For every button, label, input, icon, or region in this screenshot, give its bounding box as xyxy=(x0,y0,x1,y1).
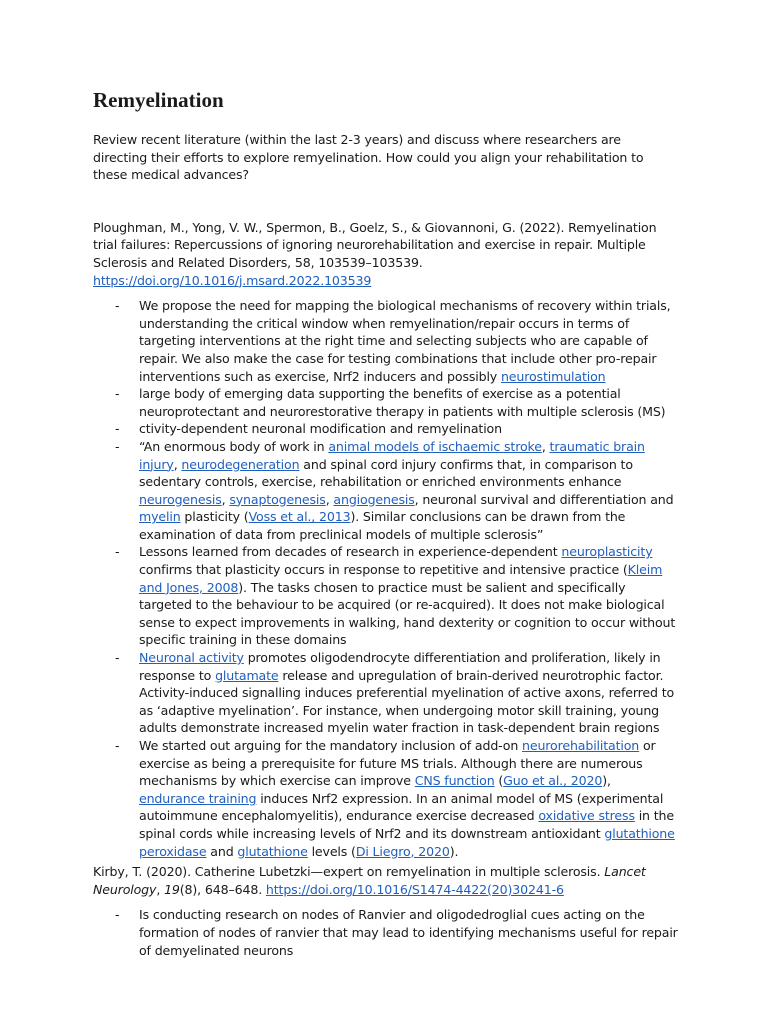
link-neurogenesis[interactable]: neurogenesis xyxy=(139,491,222,507)
reference-text: Ploughman, M., Yong, V. W., Spermon, B., Goelz, S., & Giovannoni, G. (2022). Remyelination trial failures: Repercussions of ignoring neurorehabilitation and exercise in repair. Multiple Sclerosis and Related Disorders, 58, 103539–103539. xyxy=(93,219,657,270)
text: , xyxy=(325,491,334,507)
notes-list-kirby xyxy=(93,906,678,959)
link-glutathione[interactable]: glutathione xyxy=(237,843,308,859)
link-voss-2013[interactable]: Voss et al., 2013 xyxy=(248,509,351,525)
text: confirms that plasticity occurs in response to repetitive and intensive practice ( xyxy=(139,562,628,578)
text: , xyxy=(156,881,165,897)
text: (8), 648–648. xyxy=(179,881,266,897)
link-synaptogenesis[interactable]: synaptogenesis xyxy=(229,491,326,507)
list-item xyxy=(93,649,678,737)
text: ( xyxy=(494,773,504,789)
text: ). The tasks chosen to practice must be salient and specifically targeted to the behaviour to be acquired (or re-acquired). It does not make biological sense to expect improvements in walking, hand dexterity or cognition to occur without specific training in these domains xyxy=(139,579,676,648)
link-glutamate[interactable]: glutamate xyxy=(215,667,279,683)
link-neurorehabilitation[interactable]: neurorehabilitation xyxy=(522,738,640,753)
text: or exercise as being a prerequisite for future MS trials. Although there are numerous mechanisms by which exercise can improve xyxy=(139,738,656,789)
text: Lessons learned from decades of research in experience-dependent xyxy=(139,544,562,560)
list-item xyxy=(93,543,678,649)
reference-ploughman xyxy=(93,219,678,289)
text: We started out arguing for the mandatory inclusion of add-on xyxy=(139,738,523,753)
assignment-prompt: Review recent literature (within the last 2-3 years) and discuss where researchers are directing their efforts to explore remyelination. How could you align your rehabilitation to these medical advances? xyxy=(93,132,644,183)
text: ), xyxy=(602,773,611,789)
text: “An enormous body of work in xyxy=(139,438,329,454)
text: plasticity ( xyxy=(180,509,249,525)
link-endurance-training[interactable]: endurance training xyxy=(139,790,257,806)
text: in the spinal cords while increasing levels of Nrf2 and its downstream antioxidant xyxy=(139,808,674,841)
link-cns-function[interactable]: CNS function xyxy=(414,773,495,789)
text: , neuronal survival and differentiation and xyxy=(414,491,674,507)
text: induces Nrf2 expression. In an animal model of MS (experimental autoimmune encephalomyelitis), endurance exercise decreased xyxy=(139,790,664,824)
link-angiogenesis[interactable]: angiogenesis xyxy=(333,491,415,507)
text: , xyxy=(221,491,230,507)
page-title: Remyelination xyxy=(93,88,224,112)
list-item xyxy=(93,737,678,860)
link-kleim-jones-2008[interactable]: Kleim and Jones, 2008 xyxy=(139,562,663,595)
link-oxidative-stress[interactable]: oxidative stress xyxy=(538,808,635,824)
link-myelin[interactable]: myelin xyxy=(139,509,181,525)
list-item: - large body of emerging data supporting the benefits of exercise as a potential neuroprotectant and neurorestorative therapy in patients with multiple sclerosis (MS) xyxy=(93,385,678,420)
text: release and upregulation of brain-derived neurotrophic factor. Activity-induced signalling induces preferential myelination of active axons, referred to as ‘adaptive myelination’. For instance, when undergoing motor skill training, young adults demonstrate increased myelin water fraction in task-dependent brain regions xyxy=(139,667,675,736)
text: promotes oligodendrocyte differentiation and proliferation, likely in response to xyxy=(139,650,661,683)
link-neurostimulation[interactable]: neurostimulation xyxy=(500,368,606,384)
link-ischaemic-stroke[interactable]: animal models of ischaemic stroke xyxy=(328,438,542,454)
list-item xyxy=(93,297,678,385)
list-item: - ctivity-dependent neuronal modification and remyelination xyxy=(93,420,678,438)
link-guo-2020[interactable]: Guo et al., 2020 xyxy=(503,773,603,789)
text: and xyxy=(206,843,238,859)
link-neurodegeneration[interactable]: neurodegeneration xyxy=(181,456,300,472)
volume: 19 xyxy=(164,881,180,897)
link-neuronal-activity[interactable]: Neuronal activity xyxy=(139,650,244,666)
doi-link-kirby[interactable]: https://doi.org/10.1016/S1474-4422(20)30241-6 xyxy=(265,881,564,897)
reference-kirby xyxy=(93,863,678,898)
link-di-liegro-2020[interactable]: Di Liegro, 2020 xyxy=(355,843,450,859)
link-neuroplasticity[interactable]: neuroplasticity xyxy=(561,544,653,560)
text: We propose the need for mapping the biological mechanisms of recovery within trials, understanding the critical window when remyelination/repair occurs in terms of targeting interventions at the right time and selecting subjects who are capable of repair. We also make the case for testing combinations that include other pro-repair interventions such as exercise, Nrf2 inducers and possibly xyxy=(139,298,671,384)
text: , xyxy=(541,438,550,454)
text: Kirby, T. (2020). Catherine Lubetzki—expert on remyelination in multiple sclerosis. xyxy=(93,864,605,880)
notes-list-ploughman xyxy=(93,297,678,860)
journal-name: Lancet Neurology xyxy=(93,864,646,897)
link-traumatic-brain-injury[interactable]: traumatic brain injury xyxy=(139,438,645,472)
text: , xyxy=(173,456,182,472)
text: levels ( xyxy=(307,843,356,859)
text: ). xyxy=(449,843,459,859)
doi-link-ploughman[interactable]: https://doi.org/10.1016/j.msard.2022.103539 xyxy=(93,272,372,288)
text: ). Similar conclusions can be drawn from the examination of data from preclinical models of multiple sclerosis” xyxy=(139,509,626,542)
list-item: - Is conducting research on nodes of Ranvier and oligodedroglial cues acting on the formation of nodes of ranvier that may lead to identifying mechanisms useful for repair of demyelinated neurons xyxy=(93,906,678,959)
list-item xyxy=(93,438,678,544)
text: and spinal cord injury confirms that, in comparison to sedentary controls, exercise, rehabilitation or enriched environments enhance xyxy=(139,456,633,490)
link-glutathione-peroxidase[interactable]: glutathione peroxidase xyxy=(139,825,675,859)
